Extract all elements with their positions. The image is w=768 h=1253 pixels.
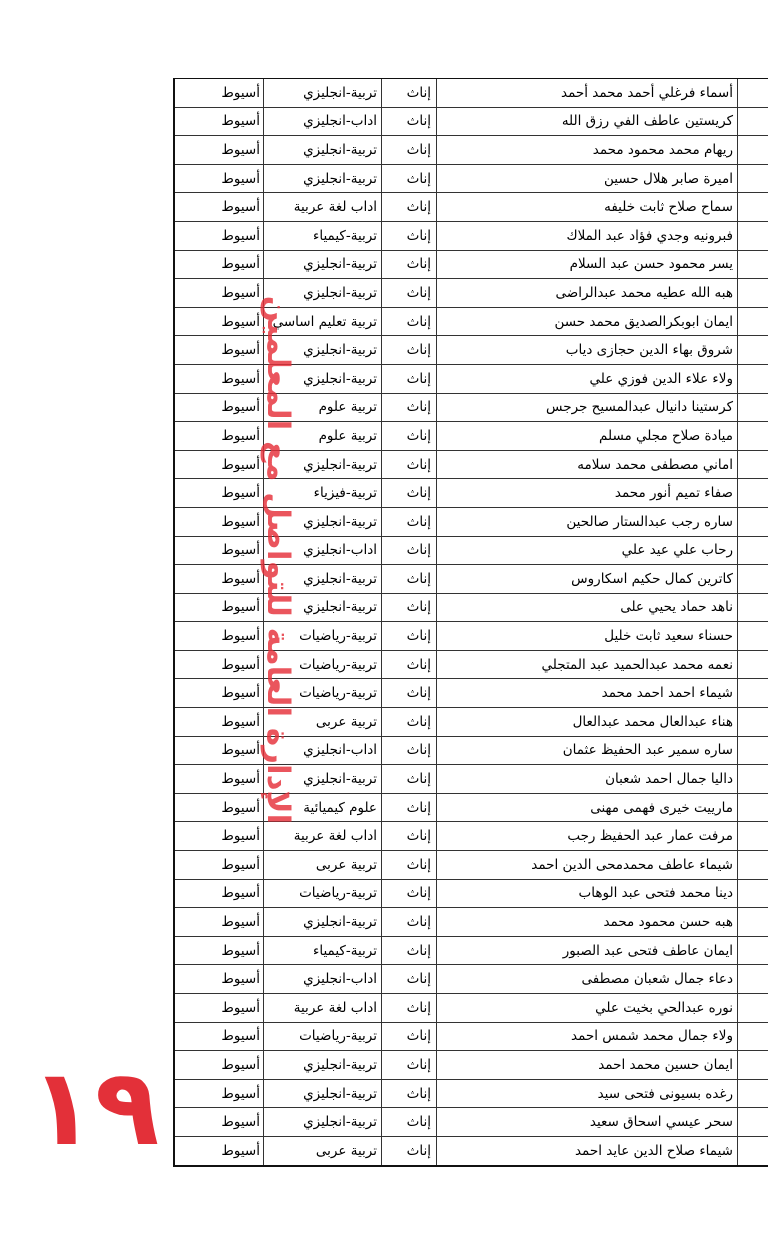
name-cell: مرفت عمار عبد الحفيظ رجب: [436, 822, 737, 850]
table-row: [175, 479, 768, 508]
gender-cell: إناث: [381, 136, 436, 164]
governorate-cell: أسيوط: [221, 542, 260, 559]
table-row: [175, 222, 768, 251]
governorate-cell: أسيوط: [221, 513, 260, 530]
specialty-cell: تربية-انجليزي: [263, 365, 381, 393]
row-gap-cell: [737, 136, 768, 164]
governorate-cell: أسيوط: [221, 999, 260, 1016]
governorate-cell: أسيوط: [221, 1142, 260, 1159]
governorate-cell: أسيوط: [221, 1056, 260, 1073]
governorate-cell: أسيوط: [221, 399, 260, 416]
table-row: [175, 422, 768, 451]
gender-cell: إناث: [381, 880, 436, 908]
name-cell: هبه الله عطيه محمد عبدالراضى: [436, 279, 737, 307]
table-row: [175, 1108, 768, 1137]
governorate-cell: أسيوط: [221, 771, 260, 788]
row-gap-cell: [737, 394, 768, 422]
specialty-cell: تربية-انجليزي: [263, 594, 381, 622]
name-cell: حسناء سعيد ثابت خليل: [436, 622, 737, 650]
gender-cell: إناث: [381, 794, 436, 822]
table-row: [175, 1051, 768, 1080]
governorate-cell: أسيوط: [221, 570, 260, 587]
specialty-cell: اداب-انجليزي: [263, 108, 381, 136]
governorate-cell: أسيوط: [221, 141, 260, 158]
row-gap-cell: [737, 1137, 768, 1165]
gender-cell: إناث: [381, 994, 436, 1022]
gender-cell: إناث: [381, 1023, 436, 1051]
gender-cell: إناث: [381, 937, 436, 965]
gender-cell: إناث: [381, 422, 436, 450]
gender-cell: إناث: [381, 1080, 436, 1108]
name-cell: نعمه محمد عبدالحميد عبد المتجلي: [436, 651, 737, 679]
name-cell: ولاء جمال محمد شمس احمد: [436, 1023, 737, 1051]
row-gap-cell: [737, 594, 768, 622]
gender-cell: إناث: [381, 822, 436, 850]
specialty-cell: تربية-انجليزي: [263, 451, 381, 479]
gender-cell: إناث: [381, 451, 436, 479]
name-cell: كريستين عاطف الفي رزق الله: [436, 108, 737, 136]
row-gap-cell: [737, 165, 768, 193]
specialty-cell: تربية علوم: [263, 422, 381, 450]
row-gap-cell: [737, 336, 768, 364]
table-row: [175, 822, 768, 851]
specialty-cell: تربية-رياضيات: [263, 880, 381, 908]
specialty-cell: اداب-انجليزي: [263, 737, 381, 765]
gender-cell: إناث: [381, 622, 436, 650]
specialty-cell: تربية-انجليزي: [263, 908, 381, 936]
governorate-cell: أسيوط: [221, 971, 260, 988]
table-row: [175, 1080, 768, 1109]
table-row: [175, 937, 768, 966]
name-cell: يسر محمود حسن عبد السلام: [436, 251, 737, 279]
governorate-cell: أسيوط: [221, 599, 260, 616]
specialty-cell: علوم كيميائية: [263, 794, 381, 822]
governorate-cell: أسيوط: [221, 885, 260, 902]
table-row: [175, 679, 768, 708]
name-cell: ناهد حماد يحيي على: [436, 594, 737, 622]
row-gap-cell: [737, 765, 768, 793]
gender-cell: إناث: [381, 851, 436, 879]
table-row: [175, 136, 768, 165]
specialty-cell: تربية-كيمياء: [263, 222, 381, 250]
table-row: [175, 708, 768, 737]
name-cell: كاترين كمال حكيم اسكاروس: [436, 565, 737, 593]
name-cell: مارييت خيرى فهمى مهنى: [436, 794, 737, 822]
name-cell: ايمان حسين محمد احمد: [436, 1051, 737, 1079]
governorate-cell: أسيوط: [221, 685, 260, 702]
governorate-cell: أسيوط: [221, 628, 260, 645]
row-gap-cell: [737, 994, 768, 1022]
gender-cell: إناث: [381, 1137, 436, 1165]
teachers-table: [173, 78, 768, 1167]
specialty-cell: تربية-انجليزي: [263, 279, 381, 307]
name-cell: داليا جمال احمد شعبان: [436, 765, 737, 793]
gender-cell: إناث: [381, 1108, 436, 1136]
name-cell: اماني مصطفى محمد سلامه: [436, 451, 737, 479]
page-number: ١٩: [30, 1046, 160, 1169]
row-gap-cell: [737, 451, 768, 479]
table-row: [175, 451, 768, 480]
governorate-cell: أسيوط: [221, 656, 260, 673]
governorate-cell: أسيوط: [221, 485, 260, 502]
table-row: [175, 308, 768, 337]
governorate-cell: أسيوط: [221, 113, 260, 130]
table-row: [175, 565, 768, 594]
table-row: [175, 365, 768, 394]
specialty-cell: تربية-انجليزي: [263, 1051, 381, 1079]
gender-cell: إناث: [381, 651, 436, 679]
governorate-cell: أسيوط: [221, 1085, 260, 1102]
table-row: [175, 1137, 768, 1165]
row-gap-cell: [737, 851, 768, 879]
gender-cell: إناث: [381, 737, 436, 765]
governorate-cell: أسيوط: [221, 284, 260, 301]
gender-cell: إناث: [381, 279, 436, 307]
gender-cell: إناث: [381, 565, 436, 593]
specialty-cell: تربية عربى: [263, 708, 381, 736]
name-cell: هناء عبدالعال محمد عبدالعال: [436, 708, 737, 736]
name-cell: سماح صلاح ثابت خليفه: [436, 193, 737, 221]
gender-cell: إناث: [381, 1051, 436, 1079]
specialty-cell: تربية-انجليزي: [263, 136, 381, 164]
name-cell: دعاء جمال شعبان مصطفى: [436, 965, 737, 993]
specialty-cell: تربية-انجليزي: [263, 1108, 381, 1136]
row-gap-cell: [737, 880, 768, 908]
specialty-cell: تربية-كيمياء: [263, 937, 381, 965]
table-row: [175, 994, 768, 1023]
row-gap-cell: [737, 193, 768, 221]
specialty-cell: اداب لغة عربية: [263, 193, 381, 221]
row-gap-cell: [737, 1108, 768, 1136]
name-cell: ولاء علاء الدين فوزي علي: [436, 365, 737, 393]
name-cell: ساره سمير عبد الحفيظ عثمان: [436, 737, 737, 765]
gender-cell: إناث: [381, 336, 436, 364]
row-gap-cell: [737, 365, 768, 393]
name-cell: شيماء عاطف محمدمحى الدين احمد: [436, 851, 737, 879]
gender-cell: إناث: [381, 365, 436, 393]
governorate-cell: أسيوط: [221, 942, 260, 959]
row-gap-cell: [737, 651, 768, 679]
row-gap-cell: [737, 422, 768, 450]
table-row: [175, 251, 768, 280]
table-row: [175, 537, 768, 566]
gender-cell: إناث: [381, 765, 436, 793]
governorate-cell: أسيوط: [221, 199, 260, 216]
specialty-cell: اداب-انجليزي: [263, 537, 381, 565]
specialty-cell: تربية-انجليزي: [263, 79, 381, 107]
row-gap-cell: [737, 822, 768, 850]
specialty-cell: تربية-انجليزي: [263, 508, 381, 536]
name-cell: رحاب علي عيد علي: [436, 537, 737, 565]
governorate-cell: أسيوط: [221, 856, 260, 873]
specialty-cell: تربية عربى: [263, 1137, 381, 1165]
gender-cell: إناث: [381, 679, 436, 707]
specialty-cell: اداب-انجليزي: [263, 965, 381, 993]
row-gap-cell: [737, 908, 768, 936]
table-row: [175, 794, 768, 823]
row-gap-cell: [737, 508, 768, 536]
row-gap-cell: [737, 108, 768, 136]
gender-cell: إناث: [381, 251, 436, 279]
specialty-cell: تربية تعليم اساسي: [263, 308, 381, 336]
governorate-cell: أسيوط: [221, 456, 260, 473]
table-row: [175, 1023, 768, 1052]
row-gap-cell: [737, 622, 768, 650]
row-gap-cell: [737, 279, 768, 307]
name-cell: ساره رجب عبدالستار صالحين: [436, 508, 737, 536]
gender-cell: إناث: [381, 108, 436, 136]
row-gap-cell: [737, 251, 768, 279]
row-gap-cell: [737, 937, 768, 965]
name-cell: دينا محمد فتحى عبد الوهاب: [436, 880, 737, 908]
table-row: [175, 908, 768, 937]
specialty-cell: تربية عربى: [263, 851, 381, 879]
table-row: [175, 79, 768, 108]
row-gap-cell: [737, 537, 768, 565]
gender-cell: إناث: [381, 193, 436, 221]
gender-cell: إناث: [381, 165, 436, 193]
table-row: [175, 279, 768, 308]
gender-cell: إناث: [381, 479, 436, 507]
gender-cell: إناث: [381, 594, 436, 622]
row-gap-cell: [737, 79, 768, 107]
table-row: [175, 622, 768, 651]
governorate-cell: أسيوط: [221, 914, 260, 931]
specialty-cell: تربية-رياضيات: [263, 1023, 381, 1051]
row-gap-cell: [737, 1051, 768, 1079]
specialty-cell: تربية-انجليزي: [263, 565, 381, 593]
row-gap-cell: [737, 308, 768, 336]
name-cell: ايمان عاطف فتحى عبد الصبور: [436, 937, 737, 965]
row-gap-cell: [737, 1023, 768, 1051]
governorate-cell: أسيوط: [221, 227, 260, 244]
governorate-cell: أسيوط: [221, 342, 260, 359]
row-gap-cell: [737, 708, 768, 736]
gender-cell: إناث: [381, 537, 436, 565]
table-row: [175, 737, 768, 766]
specialty-cell: تربية علوم: [263, 394, 381, 422]
gender-cell: إناث: [381, 708, 436, 736]
table-row: [175, 651, 768, 680]
governorate-cell: أسيوط: [221, 170, 260, 187]
name-cell: شيماء احمد احمد محمد: [436, 679, 737, 707]
governorate-cell: أسيوط: [221, 84, 260, 101]
specialty-cell: تربية-رياضيات: [263, 622, 381, 650]
name-cell: نوره عبدالحي بخيت علي: [436, 994, 737, 1022]
table-row: [175, 508, 768, 537]
specialty-cell: تربية-انجليزي: [263, 1080, 381, 1108]
name-cell: صفاء تميم أنور محمد: [436, 479, 737, 507]
watermark-stamp: الإدارة العامة للتواصل مع المعلمين: [260, 295, 296, 825]
name-cell: رغده بسيونى فتحى سيد: [436, 1080, 737, 1108]
specialty-cell: تربية-انجليزي: [263, 765, 381, 793]
governorate-cell: أسيوط: [221, 742, 260, 759]
row-gap-cell: [737, 794, 768, 822]
name-cell: شيماء صلاح الدين عايد احمد: [436, 1137, 737, 1165]
table-row: [175, 336, 768, 365]
table-row: [175, 108, 768, 137]
table-row: [175, 165, 768, 194]
specialty-cell: تربية-انجليزي: [263, 165, 381, 193]
name-cell: ريهام محمد محمود محمد: [436, 136, 737, 164]
table-row: [175, 965, 768, 994]
governorate-cell: أسيوط: [221, 713, 260, 730]
governorate-cell: أسيوط: [221, 313, 260, 330]
gender-cell: إناث: [381, 308, 436, 336]
governorate-cell: أسيوط: [221, 1114, 260, 1131]
governorate-cell: أسيوط: [221, 370, 260, 387]
gender-cell: إناث: [381, 508, 436, 536]
row-gap-cell: [737, 1080, 768, 1108]
gender-cell: إناث: [381, 965, 436, 993]
name-cell: ميادة صلاح مجلي مسلم: [436, 422, 737, 450]
governorate-cell: أسيوط: [221, 799, 260, 816]
governorate-cell: أسيوط: [221, 427, 260, 444]
gender-cell: إناث: [381, 222, 436, 250]
governorate-cell: أسيوط: [221, 256, 260, 273]
specialty-cell: تربية-رياضيات: [263, 651, 381, 679]
name-cell: هبه حسن محمود محمد: [436, 908, 737, 936]
table-row: [175, 880, 768, 909]
gender-cell: إناث: [381, 79, 436, 107]
specialty-cell: تربية-فيزياء: [263, 479, 381, 507]
specialty-cell: اداب لغة عربية: [263, 994, 381, 1022]
row-gap-cell: [737, 679, 768, 707]
row-gap-cell: [737, 565, 768, 593]
row-gap-cell: [737, 965, 768, 993]
gender-cell: إناث: [381, 394, 436, 422]
row-gap-cell: [737, 737, 768, 765]
governorate-cell: أسيوط: [221, 1028, 260, 1045]
name-cell: كرستينا دانيال عبدالمسيح جرجس: [436, 394, 737, 422]
specialty-cell: تربية-انجليزي: [263, 251, 381, 279]
name-cell: فبرونيه وجدي فؤاد عبد الملاك: [436, 222, 737, 250]
gender-cell: إناث: [381, 908, 436, 936]
specialty-cell: تربية-انجليزي: [263, 336, 381, 364]
row-gap-cell: [737, 479, 768, 507]
specialty-cell: اداب لغة عربية: [263, 822, 381, 850]
table-row: [175, 394, 768, 423]
table-row: [175, 594, 768, 623]
table-row: [175, 193, 768, 222]
name-cell: ايمان ابوبكرالصديق محمد حسن: [436, 308, 737, 336]
table-row: [175, 765, 768, 794]
name-cell: اميرة صابر هلال حسين: [436, 165, 737, 193]
row-gap-cell: [737, 222, 768, 250]
name-cell: أسماء فرغلي أحمد محمد أحمد: [436, 79, 737, 107]
name-cell: شروق بهاء الدين حجازى دياب: [436, 336, 737, 364]
name-cell: سحر عيسي اسحاق سعيد: [436, 1108, 737, 1136]
table-row: [175, 851, 768, 880]
specialty-cell: تربية-رياضيات: [263, 679, 381, 707]
governorate-cell: أسيوط: [221, 828, 260, 845]
